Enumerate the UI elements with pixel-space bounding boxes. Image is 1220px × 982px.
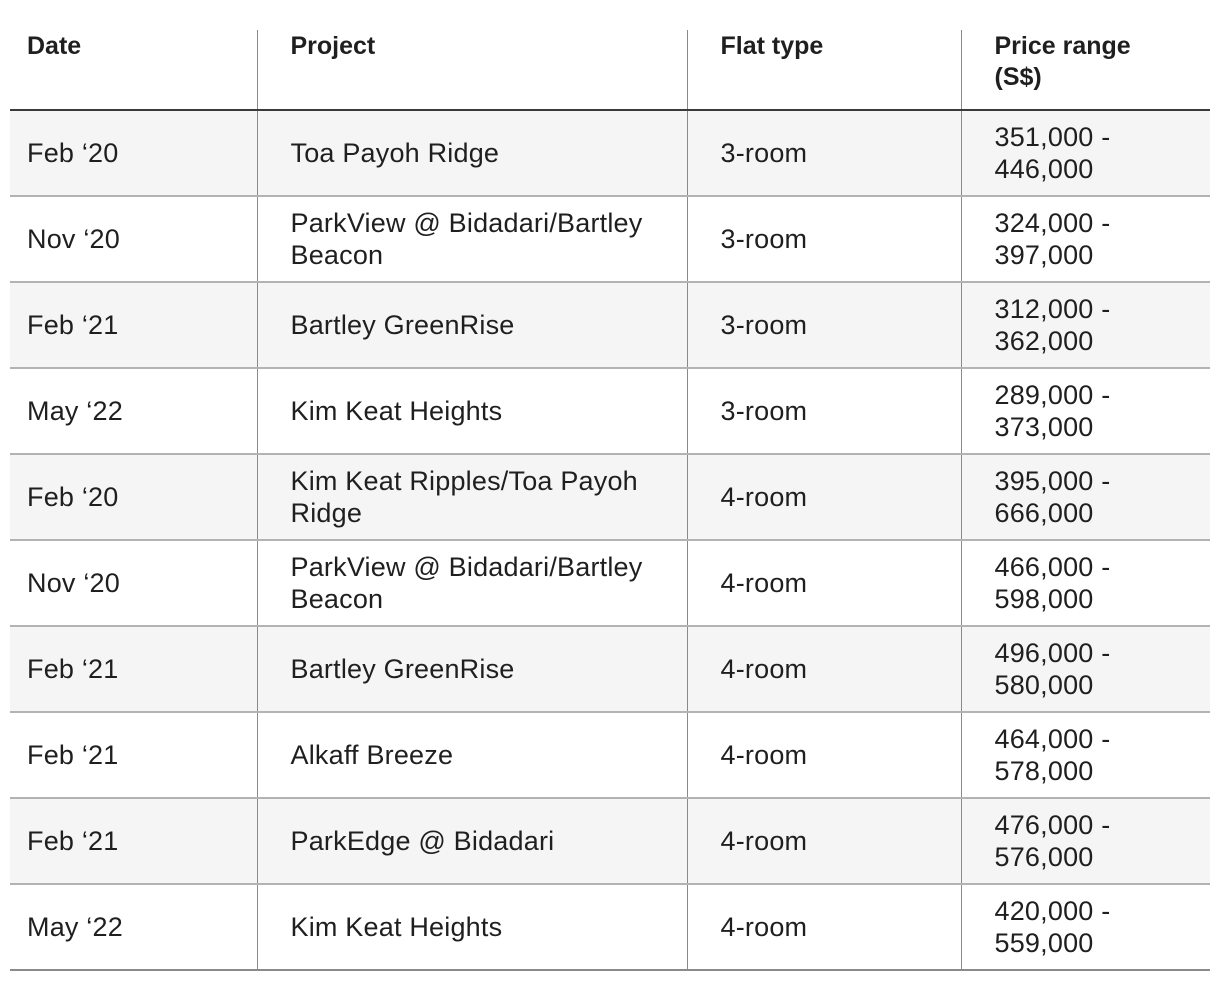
cell-price-range	[961, 110, 1210, 196]
table-row	[10, 626, 1210, 712]
cell-price-range	[961, 454, 1210, 540]
cell-project: Kim Keat Heights	[257, 884, 687, 970]
table-row	[10, 798, 1210, 884]
header-project: Project	[257, 30, 687, 110]
table-body	[10, 110, 1210, 970]
cell-project: Bartley GreenRise	[257, 282, 687, 368]
cell-date: Feb ‘21	[10, 282, 257, 368]
table-row	[10, 712, 1210, 798]
cell-price-range	[961, 196, 1210, 282]
cell-date: May ‘22	[10, 884, 257, 970]
price-high: 559,000	[994, 928, 1094, 958]
table-row	[10, 110, 1210, 196]
cell-price-range	[961, 540, 1210, 626]
cell-date: Feb ‘21	[10, 712, 257, 798]
table-row	[10, 884, 1210, 970]
price-high: 580,000	[994, 670, 1094, 700]
bto-price-table	[10, 30, 1210, 971]
cell-project: Kim Keat Ripples/Toa Payoh Ridge	[257, 454, 687, 540]
table-row	[10, 282, 1210, 368]
header-price-range-line2: (S$)	[994, 63, 1042, 91]
price-low: 466,000 -	[994, 552, 1111, 582]
cell-date: Feb ‘21	[10, 626, 257, 712]
header-date: Date	[10, 30, 257, 110]
cell-flat-type: 4-room	[687, 798, 961, 884]
header-price-range-line1: Price range	[994, 32, 1131, 60]
table-row	[10, 368, 1210, 454]
cell-price-range	[961, 368, 1210, 454]
cell-price-range	[961, 282, 1210, 368]
header-flat-type: Flat type	[687, 30, 961, 110]
price-low: 351,000 -	[994, 122, 1111, 152]
price-high: 578,000	[994, 756, 1094, 786]
cell-date: May ‘22	[10, 368, 257, 454]
price-low: 395,000 -	[994, 466, 1111, 496]
table-row	[10, 196, 1210, 282]
cell-flat-type: 4-room	[687, 712, 961, 798]
cell-flat-type: 4-room	[687, 454, 961, 540]
price-low: 312,000 -	[994, 294, 1111, 324]
price-low: 476,000 -	[994, 810, 1111, 840]
cell-date: Feb ‘20	[10, 110, 257, 196]
cell-project: Toa Payoh Ridge	[257, 110, 687, 196]
table-row	[10, 540, 1210, 626]
price-high: 598,000	[994, 584, 1094, 614]
cell-flat-type: 4-room	[687, 626, 961, 712]
cell-date: Nov ‘20	[10, 196, 257, 282]
cell-price-range	[961, 712, 1210, 798]
cell-price-range	[961, 884, 1210, 970]
cell-project: Alkaff Breeze	[257, 712, 687, 798]
price-high: 666,000	[994, 498, 1094, 528]
cell-project: ParkView @ Bidadari/Bartley Beacon	[257, 196, 687, 282]
price-high: 576,000	[994, 842, 1094, 872]
price-low: 289,000 -	[994, 380, 1111, 410]
price-table-container	[10, 30, 1210, 971]
cell-flat-type: 4-room	[687, 884, 961, 970]
price-high: 446,000	[994, 154, 1094, 184]
cell-project: Bartley GreenRise	[257, 626, 687, 712]
cell-price-range	[961, 626, 1210, 712]
table-header	[10, 30, 1210, 110]
price-low: 420,000 -	[994, 896, 1111, 926]
price-high: 397,000	[994, 240, 1094, 270]
cell-flat-type: 3-room	[687, 282, 961, 368]
cell-flat-type: 4-room	[687, 540, 961, 626]
price-high: 362,000	[994, 326, 1094, 356]
header-price-range	[961, 30, 1210, 110]
cell-date: Feb ‘20	[10, 454, 257, 540]
cell-project: ParkEdge @ Bidadari	[257, 798, 687, 884]
header-row	[10, 30, 1210, 110]
cell-flat-type: 3-room	[687, 110, 961, 196]
cell-flat-type: 3-room	[687, 196, 961, 282]
price-low: 464,000 -	[994, 724, 1111, 754]
cell-date: Feb ‘21	[10, 798, 257, 884]
price-high: 373,000	[994, 412, 1094, 442]
cell-price-range	[961, 798, 1210, 884]
price-low: 496,000 -	[994, 638, 1111, 668]
cell-project: ParkView @ Bidadari/Bartley Beacon	[257, 540, 687, 626]
cell-date: Nov ‘20	[10, 540, 257, 626]
cell-flat-type: 3-room	[687, 368, 961, 454]
price-low: 324,000 -	[994, 208, 1111, 238]
cell-project: Kim Keat Heights	[257, 368, 687, 454]
table-row	[10, 454, 1210, 540]
